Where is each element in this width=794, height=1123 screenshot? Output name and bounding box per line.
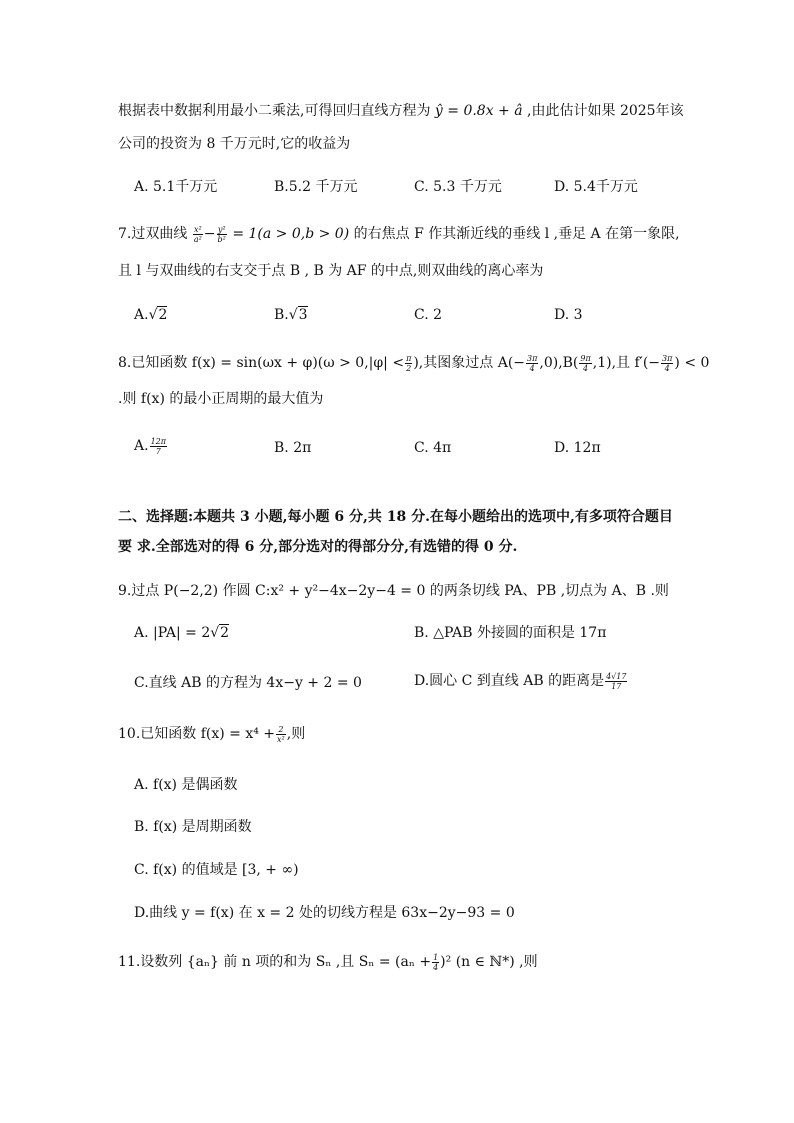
q7-frac-y: $\frac{\text{y²}}{\text{b²}}$ [217, 224, 226, 244]
q9-option-a: A. |PA| = 2√2 [134, 625, 230, 641]
q8-stem-line2: .则 f(x) 的最小正周期的最大值为 [118, 391, 324, 407]
q9-option-c: C.直线 AB 的方程为 4x−y + 2 = 0 [134, 675, 362, 691]
q11-stem: 11.设数列 {aₙ} 前 n 项的和为 Sₙ ,且 Sₙ = (aₙ + $\frac{1}{4}$ )² (n ∈ ℕ*) ,则 [118, 952, 538, 972]
q6-stem-line1: 根据表中数据利用最小二乘法,可得回归直线方程为 ŷ = 0.8x + â ,由此估计如果 2025年该 [118, 103, 684, 119]
q8-option-c: C. 4π [414, 440, 452, 456]
q10-stem: 10.已知函数 f(x) = x⁴ + $\frac{2}{\text{x²}}$ ,则 [118, 724, 306, 744]
q9-option-d: D.圆心 C 到直线 AB 的距离是 $\frac{4√17}{17}$ [414, 671, 627, 691]
q7-frac-x: $\frac{\text{x²}}{\text{a²}}$ [193, 224, 202, 244]
q8-stem-line1: 8.已知函数 f(x) = sin(ωx + φ)(ω > 0,|φ| < $\frac{\pi}{2}$ ),其图象过点 A(− $\frac{3\pi}{4}$ ,0),B( $\frac{9\pi}{4}$ ,1),且 f′(− $\frac{3\pi}{4}$ ) < 0 [118, 353, 710, 373]
q7-stem-line2: 且 l 与双曲线的右支交于点 B , B 为 AF 的中点,则双曲线的离心率为 [118, 263, 544, 279]
regression-formula: ŷ = 0.8x + â [434, 103, 523, 119]
q6-option-b: B.5.2 千万元 [274, 179, 358, 195]
section2-heading-line1: 二、选择题:本题共 3 小题,每小题 6 分,共 18 分.在每小题给出的选项中,有多项符合题目 [118, 509, 673, 525]
q6-option-d: D. 5.4千万元 [554, 179, 638, 195]
q7-option-a: A.√2 [134, 307, 168, 323]
q6-option-a: A. 5.1千万元 [134, 179, 218, 195]
section2-heading-line2: 要 求.全部选对的得 6 分,部分选对的得部分分,有选错的得 0 分. [118, 539, 518, 555]
q7-option-c: C. 2 [414, 307, 443, 323]
q10-option-a: A. f(x) 是偶函数 [134, 777, 238, 793]
q10-option-b: B. f(x) 是周期函数 [134, 819, 252, 835]
q7-stem-line1: 7.过双曲线 $\frac{\text{x²}}{\text{a²}}$ − $\frac{\text{y²}}{\text{b²}}$ = 1(a > 0,b > 0) 的右焦点 F 作其渐近线的垂线 l ,垂足 A 在第一象限, [118, 224, 680, 244]
q6-option-c: C. 5.3 千万元 [414, 179, 502, 195]
q10-option-d: D.曲线 y = f(x) 在 x = 2 处的切线方程是 63x−2y−93 = 0 [134, 905, 515, 921]
q8-option-a: A. $\frac{12\pi}{7}$ [134, 436, 166, 456]
q10-option-c: C. f(x) 的值域是 [3, + ∞) [134, 862, 299, 878]
q8-option-b: B. 2π [274, 440, 312, 456]
q7-option-d: D. 3 [554, 307, 583, 323]
q9-option-b: B. △PAB 外接圆的面积是 17π [414, 625, 607, 641]
q6-stem-line2: 公司的投资为 8 千万元时,它的收益为 [118, 136, 351, 152]
q9-stem: 9.过点 P(−2,2) 作圆 C:x² + y²−4x−2y−4 = 0 的两条切线 PA、PB ,切点为 A、B .则 [118, 583, 669, 599]
q7-option-b: B.√3 [274, 307, 308, 323]
q8-option-d: D. 12π [554, 440, 601, 456]
